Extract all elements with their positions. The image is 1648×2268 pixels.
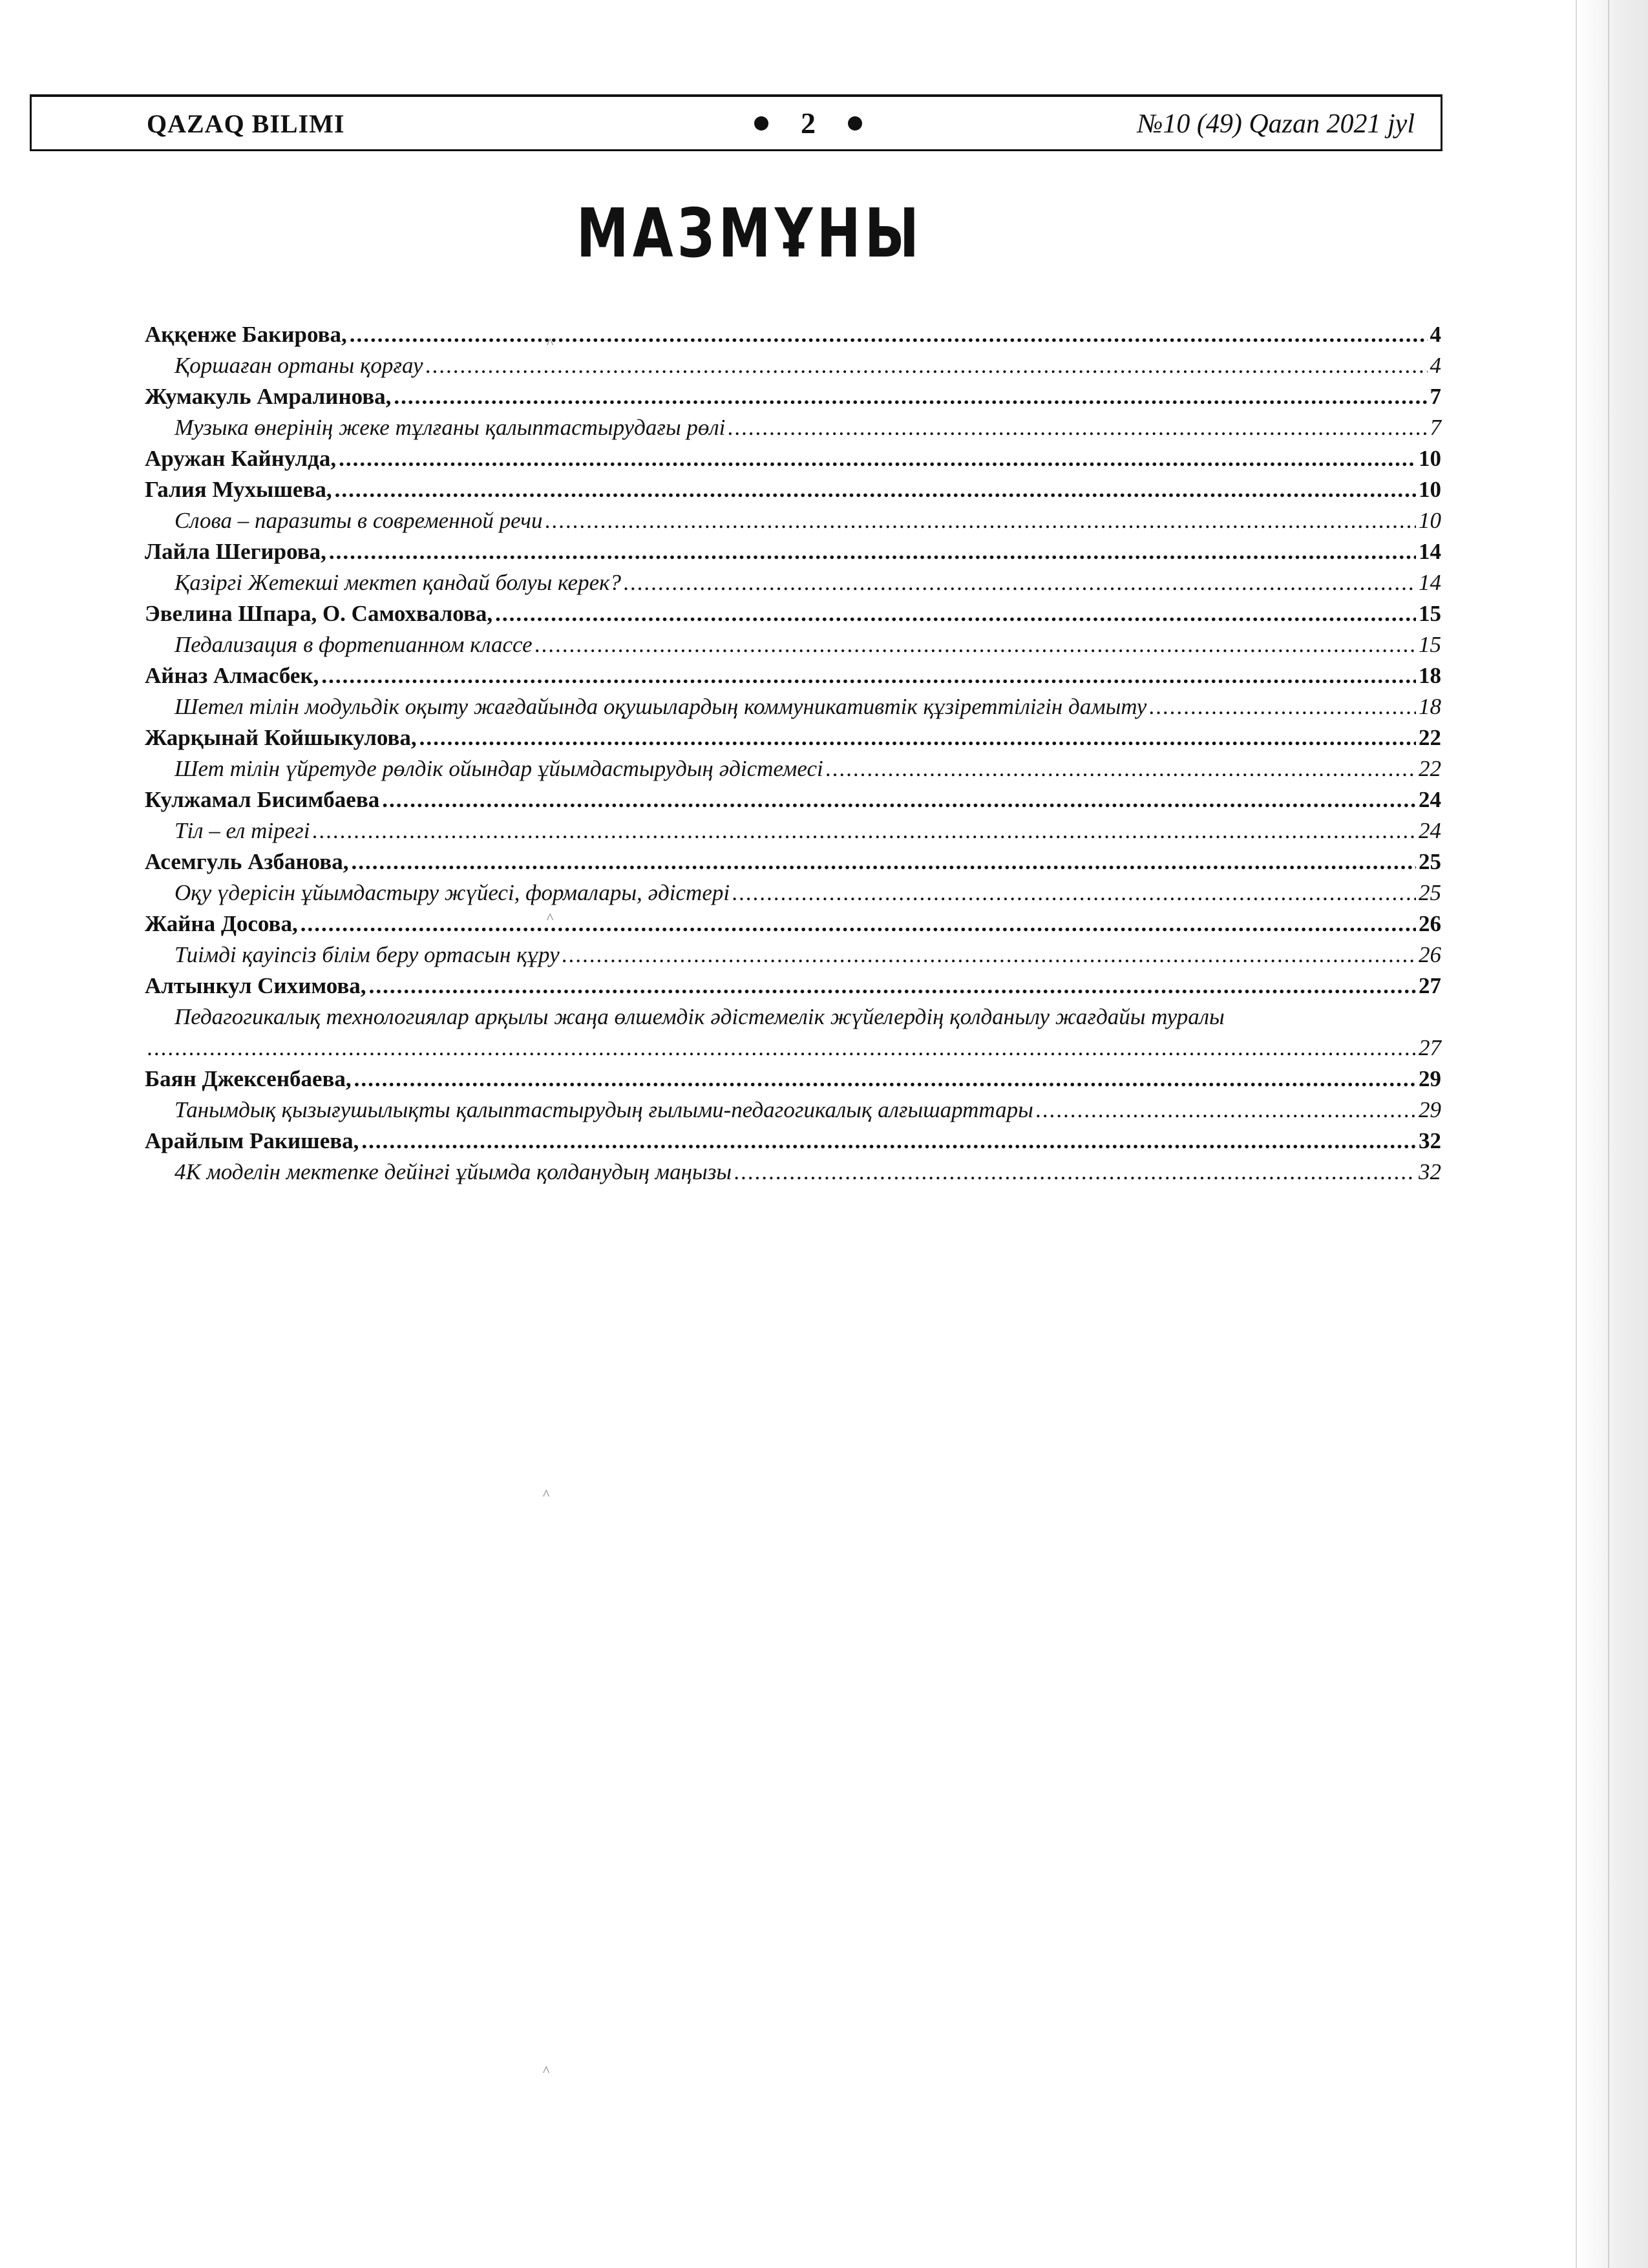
author-page: 29 xyxy=(1419,1066,1441,1091)
dot-leader xyxy=(734,1157,1416,1188)
bullet-icon xyxy=(848,116,862,131)
dot-leader xyxy=(382,784,1416,815)
article-title: Қоршаған ортаны қорғау xyxy=(174,353,423,378)
dot-leader xyxy=(301,908,1416,940)
author-page: 14 xyxy=(1419,539,1441,564)
toc-author-row xyxy=(145,660,1441,691)
article-title: Шетел тілін модульдік оқыту жағдайында оқушылардың коммуникативтік құзіреттілігін дамыту xyxy=(174,694,1147,719)
article-page: 25 xyxy=(1419,880,1441,905)
author-name: Асемгуль Азбанова, xyxy=(145,849,349,874)
bullet-icon xyxy=(754,116,768,131)
article-page: 22 xyxy=(1419,756,1441,781)
page-number-block xyxy=(754,106,862,140)
author-name: Арайлым Ракишева, xyxy=(145,1128,359,1153)
issue-info: №10 (49) Qazan 2021 jyl xyxy=(1137,109,1415,139)
article-page: 26 xyxy=(1419,942,1441,967)
author-page: 4 xyxy=(1430,322,1441,347)
dot-leader xyxy=(624,567,1416,598)
article-title-line: Педагогикалық технологиялар арқылы жаңа өлшемдік әдістемелік жүйелердің қолданылу жағдайы туралы xyxy=(174,1004,1225,1029)
article-page: 15 xyxy=(1419,632,1441,657)
author-page: 7 xyxy=(1430,384,1441,409)
author-name: Галия Мухышева, xyxy=(145,477,332,502)
article-title: 4К моделін мектепке дейінгі ұйымда қолданудың маңызы xyxy=(174,1159,732,1184)
article-page: 10 xyxy=(1419,508,1441,533)
page-title: МАЗМҰНЫ xyxy=(576,194,924,273)
article-page: 29 xyxy=(1419,1097,1441,1122)
dot-leader xyxy=(419,722,1416,753)
author-name: Айназ Алмасбек, xyxy=(145,663,319,688)
toc-article-row xyxy=(145,753,1441,784)
article-page: 14 xyxy=(1419,570,1441,595)
dot-leader xyxy=(394,381,1427,412)
toc-author-row xyxy=(145,474,1441,505)
toc-author-row xyxy=(145,443,1441,474)
dot-leader xyxy=(369,971,1416,1002)
toc-article-row xyxy=(145,1095,1441,1126)
dot-leader xyxy=(495,598,1416,629)
author-name: Эвелина Шпара, О. Самохвалова, xyxy=(145,601,493,626)
author-page: 25 xyxy=(1419,849,1441,874)
dot-leader xyxy=(1149,691,1416,722)
article-title: Слова – паразиты в современной речи xyxy=(174,508,543,533)
dot-leader xyxy=(147,1033,1416,1064)
toc-author-row xyxy=(145,1064,1441,1095)
author-name: Жайна Досова, xyxy=(145,911,298,936)
scan-mark: ^ xyxy=(547,335,554,351)
dot-leader xyxy=(728,412,1427,443)
dot-leader xyxy=(350,319,1428,350)
toc-article-row xyxy=(145,877,1441,908)
article-page: 27 xyxy=(1419,1035,1441,1060)
author-page: 24 xyxy=(1419,787,1441,812)
author-page: 10 xyxy=(1419,446,1441,471)
scan-mark: ^ xyxy=(543,1486,550,1502)
toc-author-row xyxy=(145,722,1441,753)
toc-article-row xyxy=(145,567,1441,598)
table-of-contents xyxy=(145,319,1441,1188)
article-title: Қазіргі Жетекші мектеп қандай болуы керек? xyxy=(174,570,621,595)
dot-leader xyxy=(339,443,1416,474)
dot-leader xyxy=(335,474,1416,505)
author-page: 10 xyxy=(1419,477,1441,502)
article-page: 4 xyxy=(1430,353,1441,378)
author-name: Алтынкул Сихимова, xyxy=(145,973,366,998)
running-header xyxy=(30,94,1442,151)
article-page: 24 xyxy=(1419,818,1441,843)
toc-article-row xyxy=(145,1033,1441,1064)
dot-leader xyxy=(545,505,1416,536)
author-name: Баян Джексенбаева, xyxy=(145,1066,352,1091)
article-title: Шет тілін үйретуде рөлдік ойындар ұйымдастырудың әдістемесі xyxy=(174,756,823,781)
author-page: 18 xyxy=(1419,663,1441,688)
page-number: 2 xyxy=(801,107,816,140)
author-name: Аружан Кайнулда, xyxy=(145,446,337,471)
toc-article-row xyxy=(145,1157,1441,1188)
dot-leader xyxy=(313,815,1416,846)
toc-article-row xyxy=(145,412,1441,443)
article-page: 7 xyxy=(1430,415,1441,440)
dot-leader xyxy=(1036,1095,1416,1126)
author-page: 32 xyxy=(1419,1128,1441,1153)
scan-mark: ^ xyxy=(547,910,554,926)
article-title: Тіл – ел тірегі xyxy=(174,818,310,843)
dot-leader xyxy=(826,753,1416,784)
article-title: Тиімді қауіпсіз білім беру ортасын құру xyxy=(174,942,560,967)
article-page: 32 xyxy=(1419,1159,1441,1184)
dot-leader xyxy=(351,846,1416,877)
article-page: 18 xyxy=(1419,694,1441,719)
toc-author-row xyxy=(145,908,1441,940)
toc-author-row xyxy=(145,846,1441,877)
toc-article-row xyxy=(145,691,1441,722)
scan-shadow xyxy=(1576,0,1648,2268)
toc-author-row xyxy=(145,381,1441,412)
dot-leader xyxy=(354,1064,1416,1095)
toc-author-row xyxy=(145,536,1441,567)
toc-author-row xyxy=(145,598,1441,629)
toc-author-row xyxy=(145,319,1441,350)
author-name: Аққенже Бакирова, xyxy=(145,322,347,347)
dot-leader xyxy=(535,629,1416,660)
scan-edge-line xyxy=(1608,0,1609,2268)
dot-leader xyxy=(361,1126,1416,1157)
scan-mark: ^ xyxy=(543,2063,550,2079)
journal-name: QAZAQ BILIMI xyxy=(147,109,345,138)
toc-article-row xyxy=(145,940,1441,971)
author-name: Жумакуль Амралинова, xyxy=(145,384,392,409)
article-title: Музыка өнерінің жеке тұлғаны қалыптастырудағы рөлі xyxy=(174,415,726,440)
author-page: 26 xyxy=(1419,911,1441,936)
article-title: Танымдық қызығушылықты қалыптастырудың ғылыми-педагогикалық алғышарттары xyxy=(174,1097,1033,1122)
author-page: 22 xyxy=(1419,725,1441,750)
toc-article-row xyxy=(145,815,1441,846)
article-title: Педализация в фортепианном классе xyxy=(174,632,533,657)
author-name: Лайла Шегирова, xyxy=(145,539,326,564)
toc-article-row xyxy=(145,505,1441,536)
toc-article-row xyxy=(145,350,1441,381)
toc-author-row xyxy=(145,784,1441,815)
author-name: Жарқынай Койшыкулова, xyxy=(145,725,417,750)
article-title: Оқу үдерісін ұйымдастыру жүйесі, формалары, әдістері xyxy=(174,880,730,905)
toc-article-row xyxy=(145,629,1441,660)
author-page: 15 xyxy=(1419,601,1441,626)
author-name: Кулжамал Бисимбаева xyxy=(145,787,380,812)
dot-leader xyxy=(321,660,1416,691)
toc-author-row xyxy=(145,971,1441,1002)
dot-leader xyxy=(562,940,1416,971)
toc-author-row xyxy=(145,1126,1441,1157)
dot-leader xyxy=(426,350,1428,381)
dot-leader xyxy=(329,536,1416,567)
dot-leader xyxy=(732,877,1416,908)
author-page: 27 xyxy=(1419,973,1441,998)
